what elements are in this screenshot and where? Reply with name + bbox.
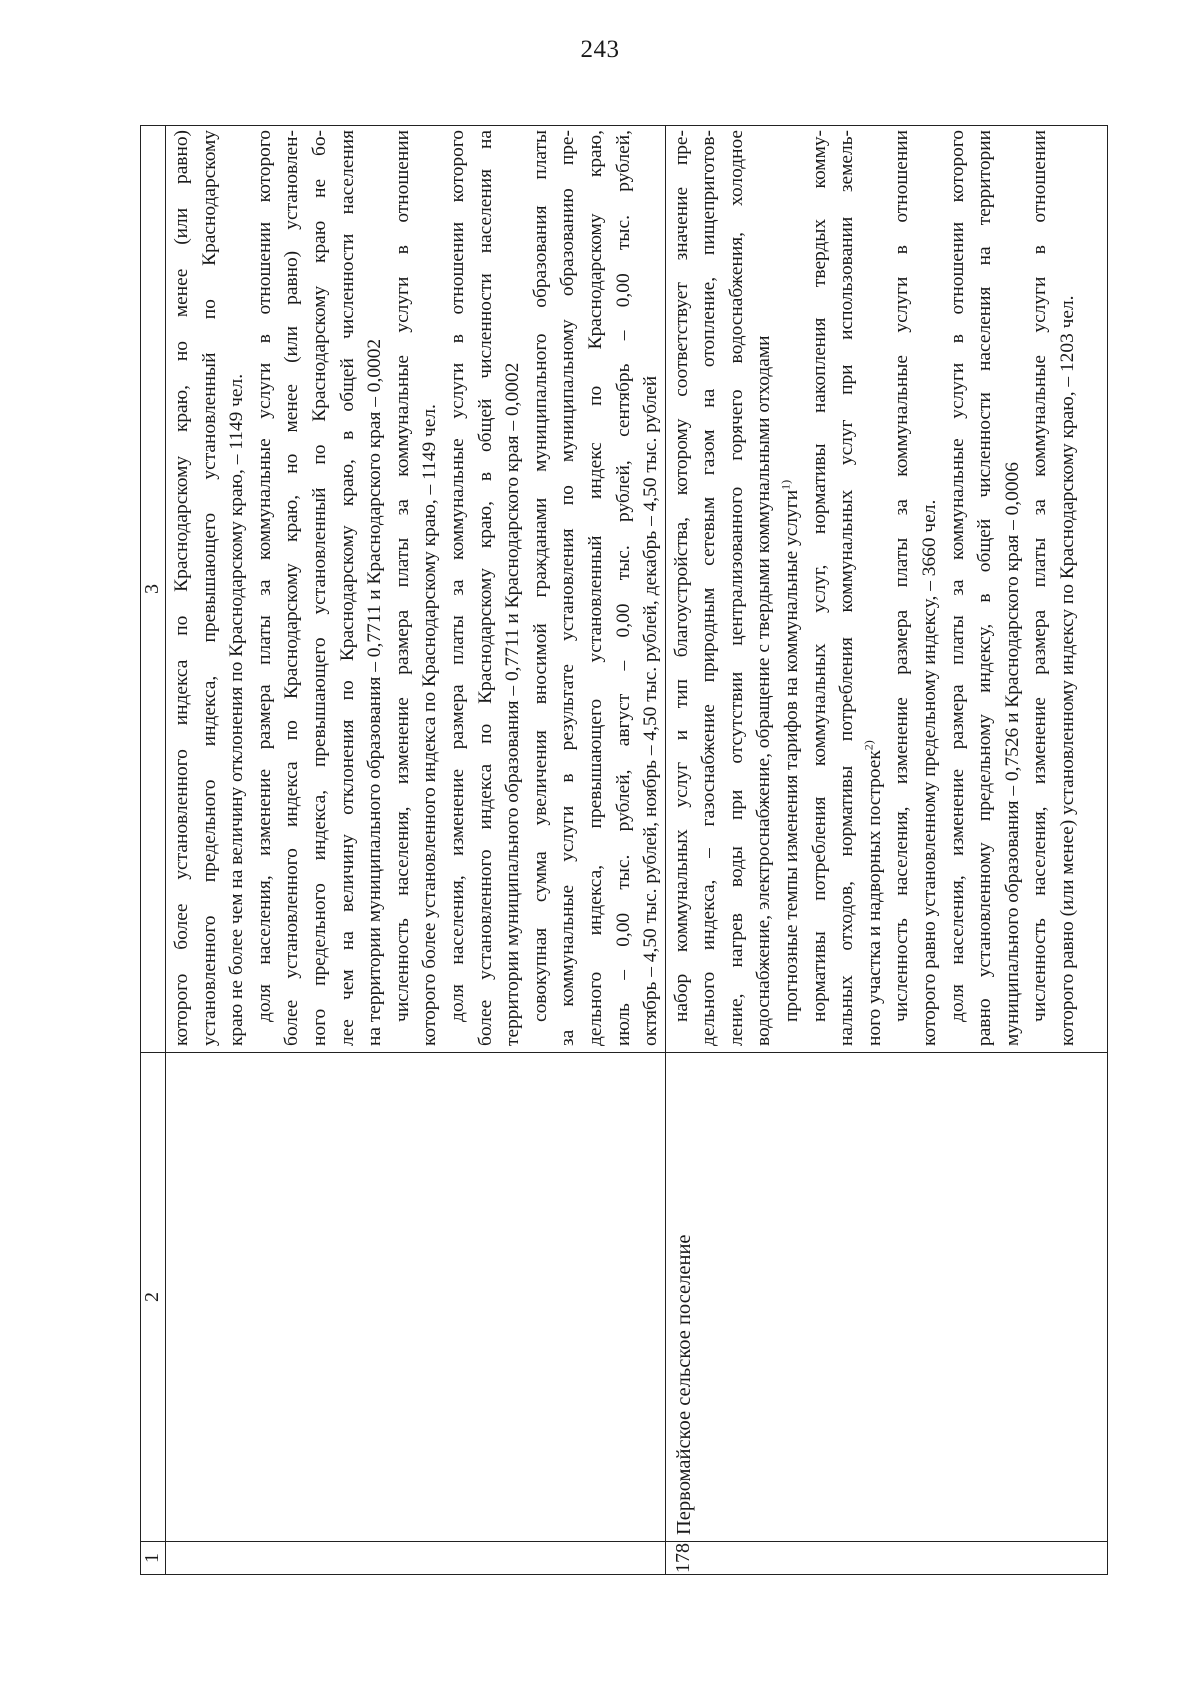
text-line: численность населения, изменение размера платы за коммунальные услуги в отношении [891,130,913,1022]
text-line: равно установленному предельному индексу, в общей численности населения на территории [974,130,996,1046]
footnote-1: 1) [778,479,793,490]
table-row-continuation [166,126,666,1575]
text-line: муниципального образования – 0,7526 и Краснодарского края – 0,0006 [1001,462,1023,1046]
header-col-3: 3 [141,126,166,1053]
row-number: 178 [665,1542,1107,1575]
text-line: июль – 0,00 тыс. рублей, август – 0,00 тыс. рублей, сентябрь – 0,00 тыс. рублей, [612,130,634,1046]
text-line: на территории муниципального образования – 0,7711 и Краснодарского края – 0,0002 [364,338,386,1046]
footnote-2: 2) [861,740,876,751]
text-line: набор коммунальных услуг и тип благоустройства, которому соответствует значение пре- [670,130,692,1022]
text-line: совокупная сумма увеличения вносимой гражданами муниципального образования платы [529,130,551,1022]
settlement-empty [166,1053,666,1542]
header-col-1: 1 [141,1542,166,1575]
text-line: численность населения, изменение размера платы за коммунальные услуги в отношении [391,130,413,1022]
text-line: которого более установленного индекса по Краснодарскому краю, но менее (или равно) [171,130,192,1046]
text-line: которого равно установленному предельному индексу, – 3660 чел. [919,499,941,1046]
text-line: прогнозные темпы изменения тарифов на коммунальные услуги$^{1)}$ [778,479,803,1022]
text-line: доля населения, изменение размера платы за коммунальные услуги в отношении которого [446,130,468,1022]
text-line: ного участка и надворных построек$^{2)}$ [861,740,885,1046]
table-row-178 [665,126,1107,1575]
text-line: краю не более чем на величину отклонения по Краснодарскому краю, – 1149 чел. [226,373,248,1046]
text-line: которого равно (или менее) установленному индексу по Краснодарскому краю, – 1203 чел. [1057,295,1078,1046]
text-line: дельного индекса, превышающего установленный индекс по Краснодарскому краю, [584,130,606,1046]
text-line: доля населения, изменение размера платы за коммунальные услуги в отношении которого [253,130,275,1022]
text-line: установленного предельного индекса, превышающего установленный по Краснодарскому [198,130,220,1046]
data-table [140,125,1108,1575]
table-header-row [141,126,166,1575]
header-col-2: 2 [141,1053,166,1542]
row-178-text [665,126,1107,1053]
continuation-text [166,126,666,1053]
text-line: которого более установленного индекса по Краснодарскому краю, – 1149 чел. [419,404,441,1046]
text-line: более установленного индекса по Краснодарскому краю, но менее (или равно) установлен- [281,130,303,1046]
text-line: доля населения, изменение размера платы за коммунальные услуги в отношении которого [946,130,968,1022]
rotated-table-wrapper [140,129,1108,1575]
text-line: территории муниципального образования – 0,7711 и Краснодарского края – 0,0002 [502,362,524,1046]
text-line: лее чем на величину отклонения по Краснодарскому краю, в общей численности населения [336,130,358,1046]
text-line: нальных отходов, нормативы потребления коммунальных услуг при использовании земель- [836,130,858,1046]
text-line: численность населения, изменение размера платы за коммунальные услуги в отношении [1029,130,1051,1022]
row-number-empty [166,1542,666,1575]
text-line: дельного индекса, – газоснабжение природным сетевым газом на отопление, пищеприготов- [698,130,720,1046]
text-line: ление, нагрев воды при отсутствии централизованного горячего водоснабжения, холодное [725,130,747,1046]
settlement-name: Первомайское сельское поселение [665,1053,1107,1542]
text-line: за коммунальные услуги в результате установления по муниципальному образованию пре- [557,130,579,1046]
text-line: более установленного индекса по Краснодарскому краю, в общей численности населения на [474,130,496,1046]
text-line: нормативы потребления коммунальных услуг, нормативы накопления твердых комму- [808,130,830,1022]
text-line: ного предельного индекса, превышающего установленный по Краснодарскому краю не бо- [308,130,330,1046]
page-number: 243 [580,36,620,63]
text-line: октябрь – 4,50 тыс. рублей, ноябрь – 4,50 тыс. рублей, декабрь – 4,50 тыс. рублей [640,375,662,1046]
text-line: водоснабжение, электроснабжение, обращение с твердыми коммунальными отходами [753,335,775,1046]
